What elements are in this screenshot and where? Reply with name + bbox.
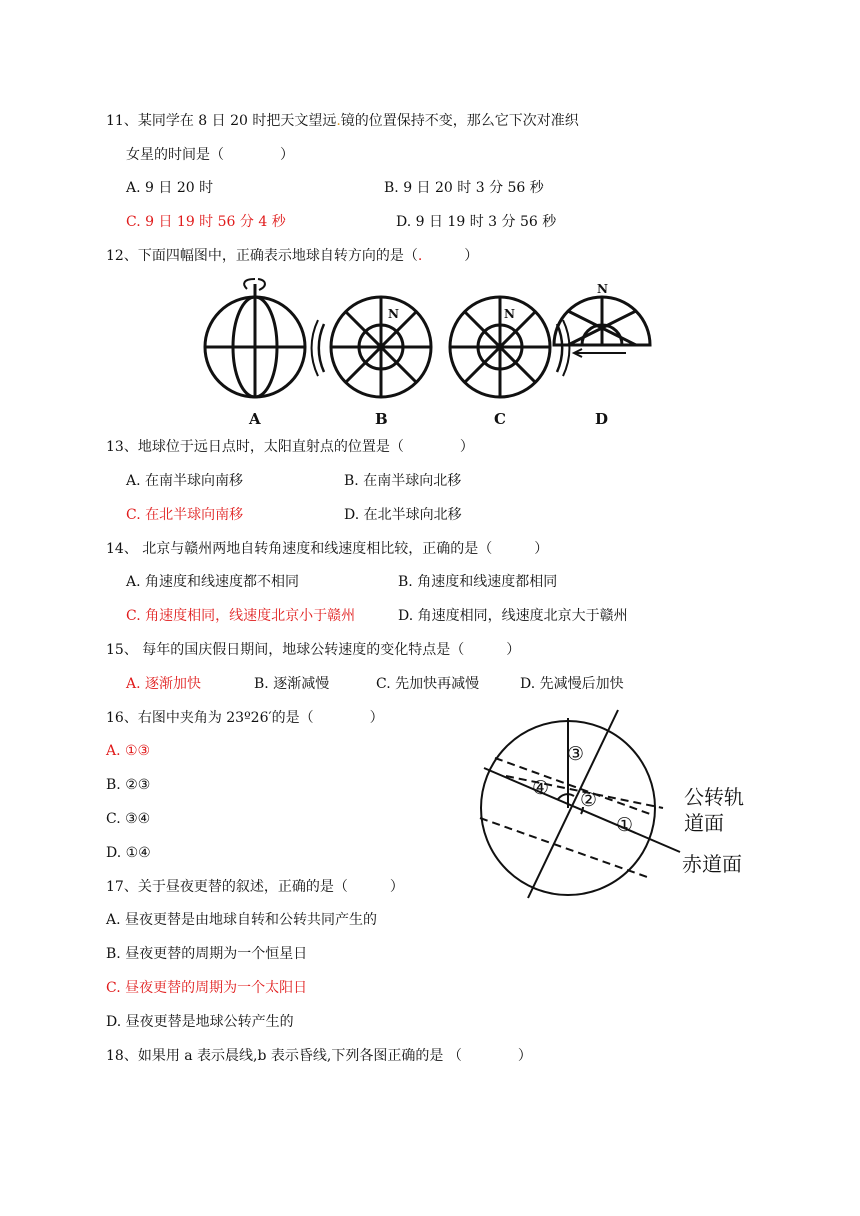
q14-option-a: A. 角速度和线速度都不相同 <box>126 574 300 590</box>
angle-arc-4 <box>558 794 568 799</box>
circled-1: ① <box>616 814 634 836</box>
earth-axis <box>528 710 618 898</box>
label-c: C <box>494 410 506 426</box>
circled-4: ④ <box>532 777 550 799</box>
q12-stem: 12、下面四幅图中，正确表示地球自转方向的是（. ） <box>106 248 479 264</box>
orbit-plane-label-1: 公转轨 <box>684 785 744 809</box>
q17-option-b: B. 昼夜更替的周期为一个恒星日 <box>106 946 308 962</box>
q15-option-c: C. 先加快再减慢 <box>376 676 480 692</box>
q16-stem: 16、右图中夹角为 23º26′的是（ ） <box>106 710 384 726</box>
circled-3: ③ <box>567 743 585 765</box>
q13-option-a: A. 在南半球向南移 <box>126 473 244 489</box>
q11-option-c-answer: C. 9 日 19 时 56 分 4 秒 <box>126 214 286 230</box>
north-label-b: N <box>388 307 399 321</box>
q17-option-c-answer: C. 昼夜更替的周期为一个太阳日 <box>106 980 308 996</box>
q14-stem: 14、 北京与赣州两地自转角速度和线速度相比较，正确的是（ ） <box>106 541 549 557</box>
q11-option-b: B. 9 日 20 时 3 分 56 秒 <box>384 180 544 196</box>
q14-option-b: B. 角速度和线速度都相同 <box>398 574 558 590</box>
q17-option-a: A. 昼夜更替是由地球自转和公转共同产生的 <box>106 912 378 928</box>
annotation-mark: . <box>417 248 423 264</box>
q15-option-a-answer: A. 逐渐加快 <box>126 676 202 692</box>
label-a: A <box>249 410 261 426</box>
north-label-d: N <box>597 282 608 296</box>
q16-figure <box>470 708 790 908</box>
q15-option-d: D. 先减慢后加快 <box>520 676 624 692</box>
q16-option-b: B. ②③ <box>106 777 151 793</box>
globe-d <box>554 297 650 357</box>
q14-option-d: D. 角速度相同，线速度北京大于赣州 <box>398 608 628 624</box>
q17-option-d: D. 昼夜更替是地球公转产生的 <box>106 1014 294 1030</box>
q13-stem: 13、地球位于远日点时，太阳直射点的位置是（ ） <box>106 439 474 455</box>
q15-stem: 15、 每年的国庆假日期间，地球公转速度的变化特点是（ ） <box>106 642 521 658</box>
q13-option-b: B. 在南半球向北移 <box>344 473 462 489</box>
label-d: D <box>595 410 609 426</box>
q11-stem-line2: 女星的时间是（ ） <box>126 147 294 163</box>
q15-option-b: B. 逐渐减慢 <box>254 676 330 692</box>
orbit-plane-label-2: 道面 <box>684 811 724 835</box>
q16-option-d: D. ①④ <box>106 845 151 861</box>
north-label-c: N <box>504 307 515 321</box>
q12-figure <box>196 276 666 426</box>
q17-stem: 17、关于昼夜更替的叙述，正确的是（ ） <box>106 879 404 895</box>
annotation-mark: . <box>336 113 341 129</box>
q11-option-d: D. 9 日 19 时 3 分 56 秒 <box>396 214 557 230</box>
circled-2: ② <box>580 789 598 811</box>
q16-option-c: C. ③④ <box>106 811 151 827</box>
label-b: B <box>375 410 388 426</box>
globe-a <box>205 279 305 397</box>
equator-plane-label: 赤道面 <box>682 852 742 876</box>
globe-b <box>312 297 431 397</box>
q11-option-a: A. 9 日 20 时 <box>126 180 214 196</box>
q11-stem-line1: 11、某同学在 8 日 20 时把天文望远.镜的位置保持不变，那么它下次对准织 <box>106 113 579 129</box>
q13-option-d: D. 在北半球向北移 <box>344 507 462 523</box>
q18-stem: 18、如果用 a 表示晨线,b 表示昏线,下列各图正确的是 （ ） <box>106 1048 532 1064</box>
q14-option-c-answer: C. 角速度相同，线速度北京小于赣州 <box>126 608 356 624</box>
q16-option-a-answer: A. ①③ <box>106 743 151 759</box>
q13-option-c-answer: C. 在北半球向南移 <box>126 507 244 523</box>
